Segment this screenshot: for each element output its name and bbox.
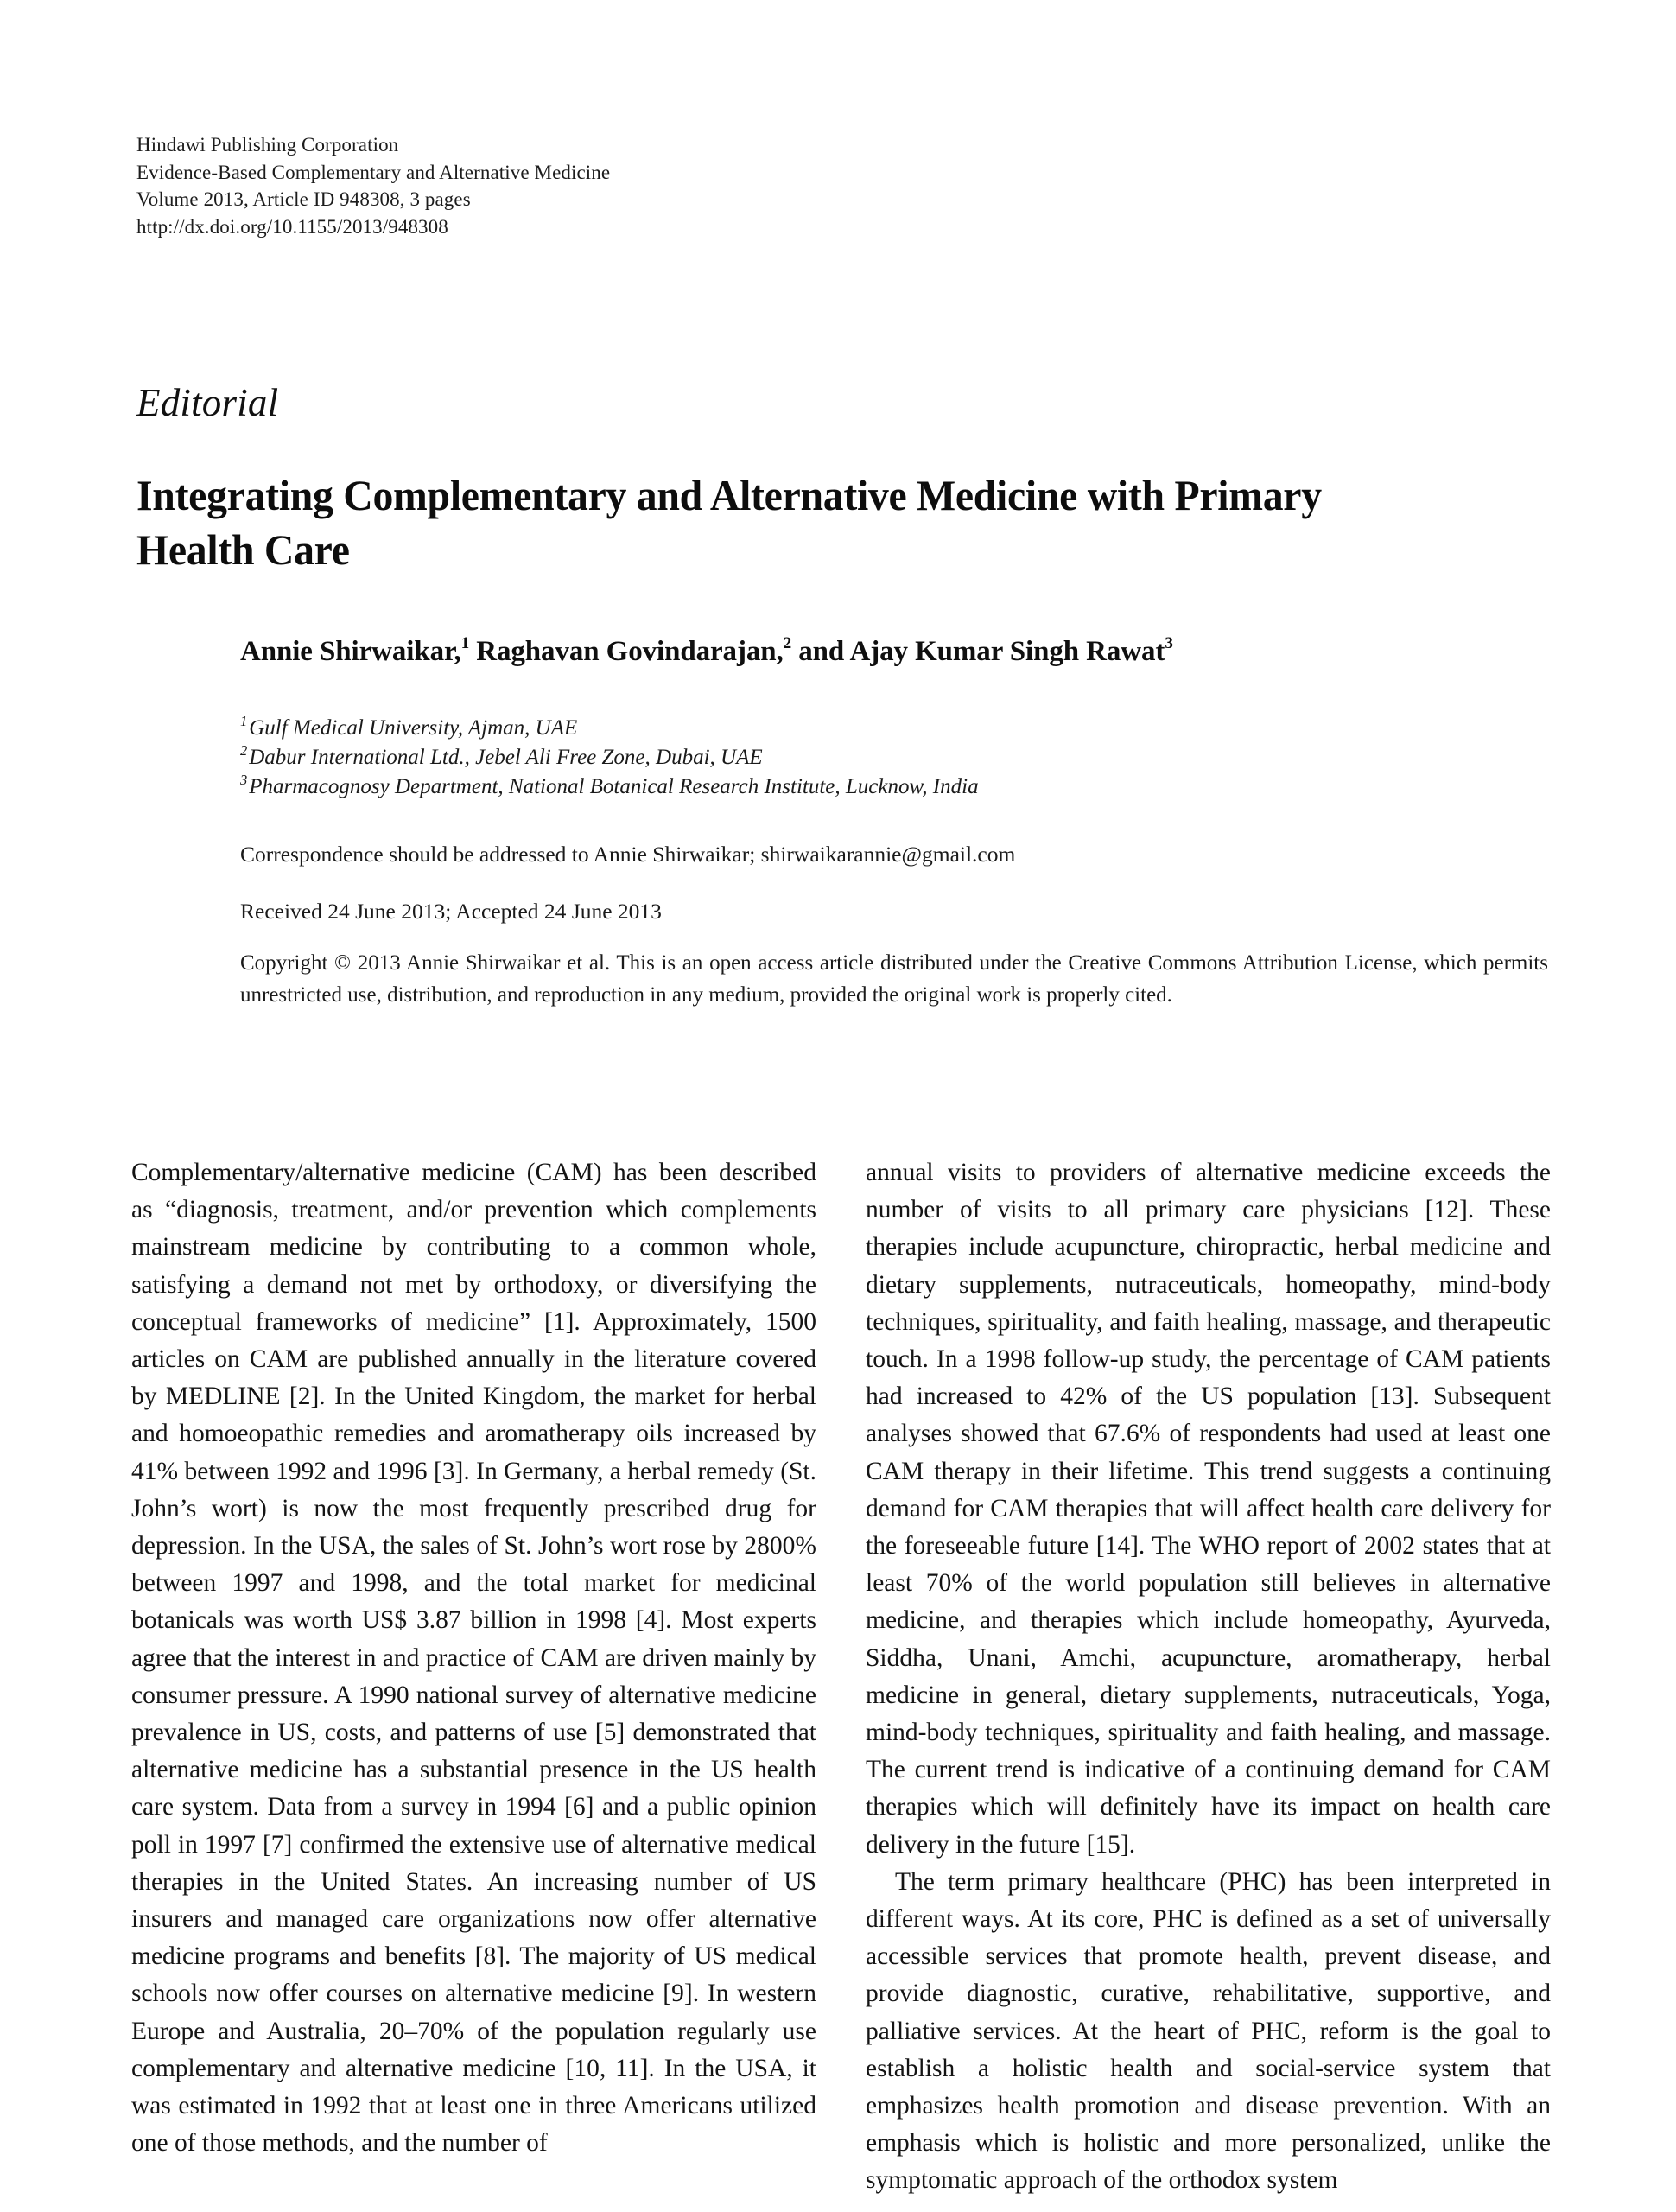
body-column-left <box>131 1154 816 2162</box>
author-name-1: Annie Shirwaikar, <box>240 636 461 667</box>
publisher-header <box>136 131 1000 240</box>
doi-link[interactable]: http://dx.doi.org/10.1155/2013/948308 <box>136 215 448 238</box>
body-paragraph: Complementary/alternative medicine (CAM) has been described as “diagnosis, treatment, and/or prevention which complements mainstream medicine by contributing to a common whole, satisfying a demand not met by orthodoxy, or diversifying the conceptual frameworks of medicine” [1]. Approximately, 1500 articles on CAM are published annually in the literature covered by MEDLINE [2]. In the United Kingdom, the market for herbal and homoeopathic remedies and aromatherapy oils increased by 41% between 1992 and 1996 [3]. In Germany, a herbal remedy (St. John’s wort) is now the most frequently prescribed drug for depression. In the USA, the sales of St. John’s wort rose by 2800% between 1997 and 1998, and the total market for medicinal botanicals was worth US$ 3.87 billion in 1998 [4]. Most experts agree that the interest in and practice of CAM are driven mainly by consumer pressure. A 1990 national survey of alternative medicine prevalence in US, costs, and patterns of use [5] demonstrated that alternative medicine has a substantial presence in the US health care system. Data from a survey in 1994 [6] and a public opinion poll in 1997 [7] confirmed the extensive use of alternative medical therapies in the United States. An increasing number of US insurers and managed care organizations now offer alternative medicine programs and benefits [8]. The majority of US medical schools now offer courses on alternative medicine [9]. In western Europe and Australia, 20–70% of the population regularly use complementary and alternative medicine [10, 11]. In the USA, it was estimated in 1992 that at least one in three Americans utilized one of those methods, and the number of <box>131 1159 816 2158</box>
affiliation-item <box>240 772 1493 802</box>
affiliation-item <box>240 743 1493 772</box>
publisher-name: Hindawi Publishing Corporation <box>136 134 399 156</box>
body-paragraph: The term primary healthcare (PHC) has been interpreted in different ways. At its core, PHC is defined as a set of universally accessible services that promote health, prevent disease, and provide diagnostic, curative, rehabilitative, supportive, and palliative services. At the heart of PHC, reform is the goal to establish a holistic health and social-service system that emphasizes health promotion and disease prevention. With an emphasis which is holistic and more personalized, unlike the symptomatic approach of the orthodox system <box>866 1867 1551 2195</box>
author-name-2: Raghavan Govindarajan, <box>469 636 784 667</box>
affiliation-marker: 1 <box>240 712 248 729</box>
author-affiliation-marker-2: 2 <box>783 634 792 653</box>
page-title: Integrating Complementary and Alternative Medicine with Primary Health Care <box>136 470 1322 574</box>
affiliation-text: Pharmacognosy Department, National Botanical Research Institute, Lucknow, India <box>249 775 979 798</box>
copyright-notice: Copyright © 2013 Annie Shirwaikar et al. This is an open access article distributed under the Creative Commons Attribution License, which permits unrestricted use, distribution, and reproduction in any medium, provided the original work is properly cited. <box>240 951 1548 1007</box>
body-paragraph: annual visits to providers of alternative medicine exceeds the number of visits to all primary care physicians [12]. These therapies include acupuncture, chiropractic, herbal medicine and dietary supplements, nutraceuticals, homeopathy, mind-body techniques, spirituality, and faith healing, massage, and therapeutic touch. In a 1998 follow-up study, the percentage of CAM patients had increased to 42% of the US population [13]. Subsequent analyses showed that 67.6% of respondents had used at least one CAM therapy in their lifetime. This trend suggests a continuing demand for CAM therapies that will affect health care delivery for the foreseeable future [14]. The WHO report of 2002 states that at least 70% of the world population still believes in alternative medicine, and therapies which include homeopathy, Ayurveda, Siddha, Unani, Amchi, acupuncture, aromatherapy, herbal medicine in general, dietary supplements, nutraceuticals, Yoga, mind-body techniques, spirituality and faith healing, and massage. The current trend is indicative of a continuing demand for CAM therapies which will definitely have its impact on health care delivery in the future [15]. <box>866 1159 1551 1859</box>
received-accepted-dates: Received 24 June 2013; Accepted 24 June 2013 <box>240 899 662 924</box>
affiliation-text: Gulf Medical University, Ajman, UAE <box>249 716 578 740</box>
affiliation-marker: 3 <box>240 771 248 788</box>
affiliation-text: Dabur International Ltd., Jebel Ali Free Zone, Dubai, UAE <box>249 746 763 769</box>
correspondence-note: Correspondence should be addressed to Annie Shirwaikar; shirwaikarannie@gmail.com <box>240 842 1016 867</box>
affiliation-list <box>240 714 1493 802</box>
author-name-3: and Ajay Kumar Singh Rawat <box>791 636 1165 667</box>
affiliation-marker: 2 <box>240 741 248 759</box>
body-column-right <box>866 1154 1551 2200</box>
article-type-label: Editorial <box>136 381 279 424</box>
author-affiliation-marker-3: 3 <box>1165 634 1173 653</box>
volume-article-info: Volume 2013, Article ID 948308, 3 pages <box>136 188 471 210</box>
author-affiliation-marker-1: 1 <box>460 634 470 653</box>
journal-name: Evidence-Based Complementary and Alternative Medicine <box>136 161 611 183</box>
author-list <box>240 632 1493 671</box>
affiliation-item <box>240 714 1493 743</box>
